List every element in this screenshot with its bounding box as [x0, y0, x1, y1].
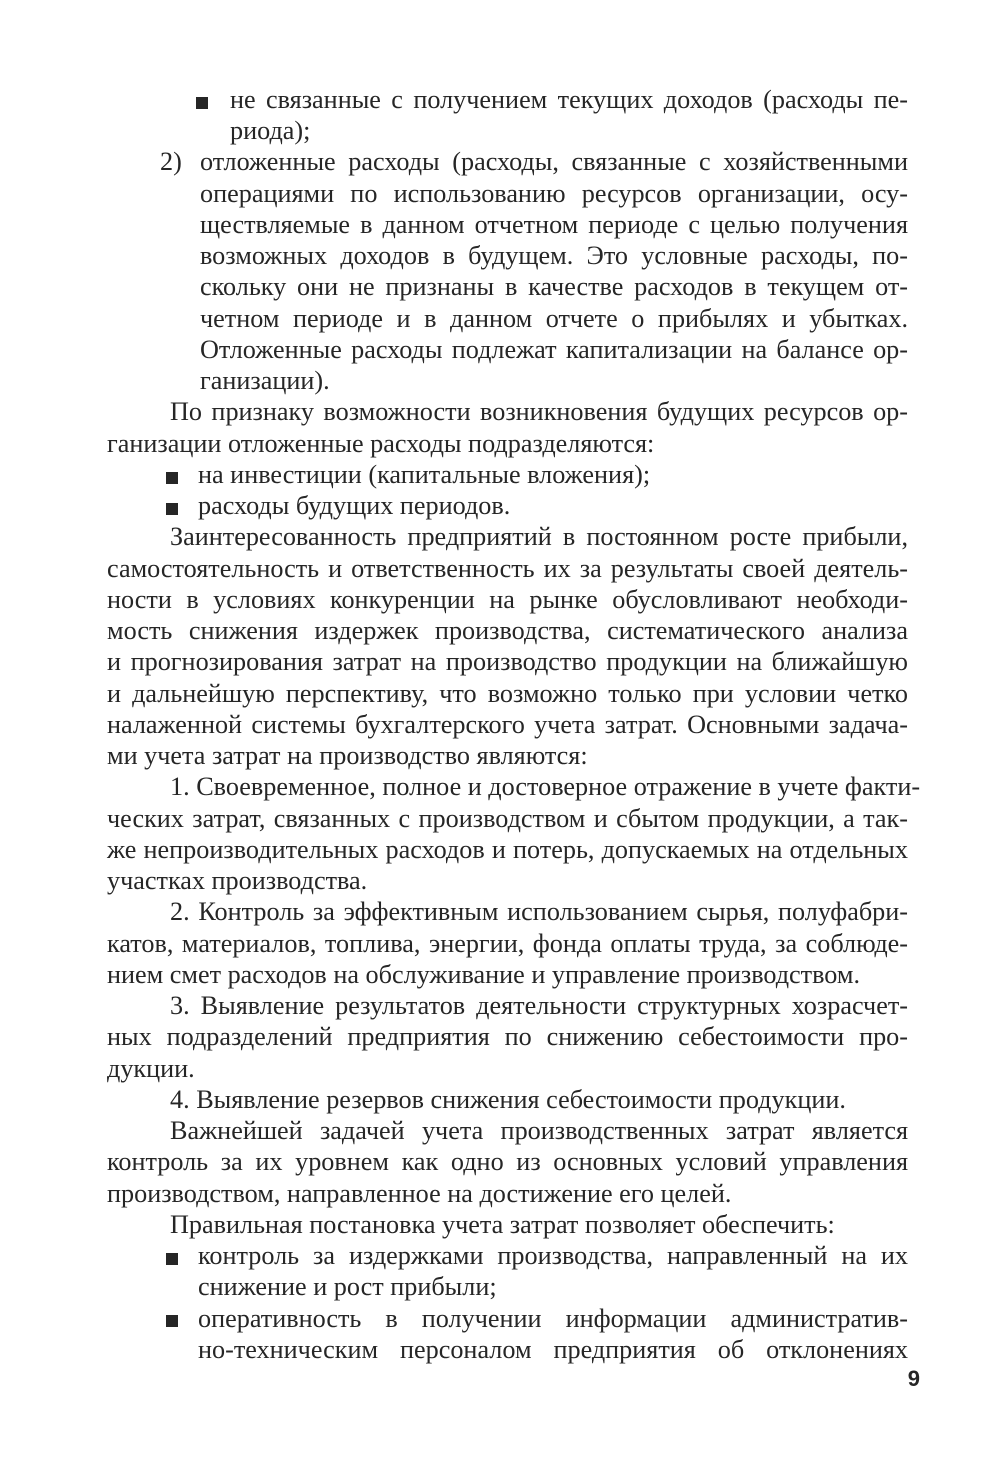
- text-line: на инвестиции (капитальные вложения);: [198, 460, 651, 489]
- bullet-icon: [166, 1253, 178, 1265]
- text-line: расходы будущих периодов.: [198, 491, 511, 520]
- list-number: 2): [160, 147, 182, 176]
- text-line: четном периоде и в данном отчете о прибылях и убытках.: [200, 304, 908, 333]
- text-line: оперативность в получении информации административ-: [198, 1304, 908, 1333]
- text-line: же непроизводительных расходов и потерь, допускаемых на отдельных: [107, 835, 908, 864]
- text-line: ществляемые в данном отчетном периоде с целью получения: [200, 210, 908, 239]
- text-line: Важнейшей задачей учета производственных затрат является: [170, 1116, 908, 1145]
- text-line: снижение и рост прибыли;: [198, 1272, 497, 1301]
- text-line: 3. Выявление результатов деятельности структурных хозрасчет-: [170, 991, 908, 1020]
- text-line: По признаку возможности возникновения будущих ресурсов ор-: [170, 397, 908, 426]
- text-line: контроль за издержками производства, направленный на их: [198, 1241, 908, 1270]
- text-line: нием смет расходов на обслуживание и управление производством.: [107, 960, 861, 989]
- text-line: Отложенные расходы подлежат капитализации на балансе ор-: [200, 335, 908, 364]
- text-line: ганизации).: [200, 366, 330, 395]
- text-line: ми учета затрат на производство являются:: [107, 741, 588, 770]
- text-line: 1. Своевременное, полное и достоверное отражение в учете факти-: [170, 772, 921, 801]
- text-line: самостоятельность и ответственность их за результаты своей деятель-: [107, 554, 908, 583]
- text-line: 4. Выявление резервов снижения себестоимости продукции.: [170, 1085, 846, 1114]
- text-line: и дальнейшую перспективу, что возможно только при условии четко: [107, 679, 908, 708]
- text-line: дукции.: [107, 1054, 195, 1083]
- text-line: 2. Контроль за эффективным использованием сырья, полуфабри-: [170, 897, 908, 926]
- text-line: Правильная постановка учета затрат позволяет обеспечить:: [170, 1210, 835, 1239]
- bullet-icon: [166, 472, 178, 484]
- text-line: ности в условиях конкуренции на рынке обусловливают необходи-: [107, 585, 908, 614]
- text-line: контроль за их уровнем как одно из основных условий управления: [107, 1147, 908, 1176]
- text-line: мость снижения издержек производства, систематического анализа: [107, 616, 908, 645]
- text-line: операциями по использованию ресурсов организации, осу-: [200, 179, 908, 208]
- text-line: катов, материалов, топлива, энергии, фонда оплаты труда, за соблюде-: [107, 929, 908, 958]
- text-line: налаженной системы бухгалтерского учета затрат. Основными задача-: [107, 710, 908, 739]
- text-line: но-техническим персоналом предприятия об отклонениях: [198, 1335, 908, 1364]
- text-line: не связанные с получением текущих доходов (расходы пе-: [230, 85, 908, 114]
- text-line: ганизации отложенные расходы подразделяются:: [107, 429, 655, 458]
- text-line: и прогнозирования затрат на производство продукции на ближайшую: [107, 647, 908, 676]
- text-line: производством, направленное на достижение его целей.: [107, 1179, 732, 1208]
- text-line: скольку они не признаны в качестве расходов в текущем от-: [200, 272, 908, 301]
- text-line: ных подразделений предприятия по снижению себестоимости про-: [107, 1022, 908, 1051]
- text-line: участках производства.: [107, 866, 368, 895]
- text-line: возможных доходов в будущем. Это условные расходы, по-: [200, 241, 908, 270]
- text-line: Заинтересованность предприятий в постоянном росте прибыли,: [170, 522, 908, 551]
- bullet-icon: [196, 97, 208, 109]
- bullet-icon: [166, 503, 178, 515]
- text-line: ческих затрат, связанных с производством и сбытом продукции, а так-: [107, 804, 908, 833]
- text-line: отложенные расходы (расходы, связанные с хозяйственными: [200, 147, 908, 176]
- text-line: риода);: [230, 116, 311, 145]
- page-number: 9: [907, 1366, 920, 1391]
- bullet-icon: [166, 1315, 178, 1327]
